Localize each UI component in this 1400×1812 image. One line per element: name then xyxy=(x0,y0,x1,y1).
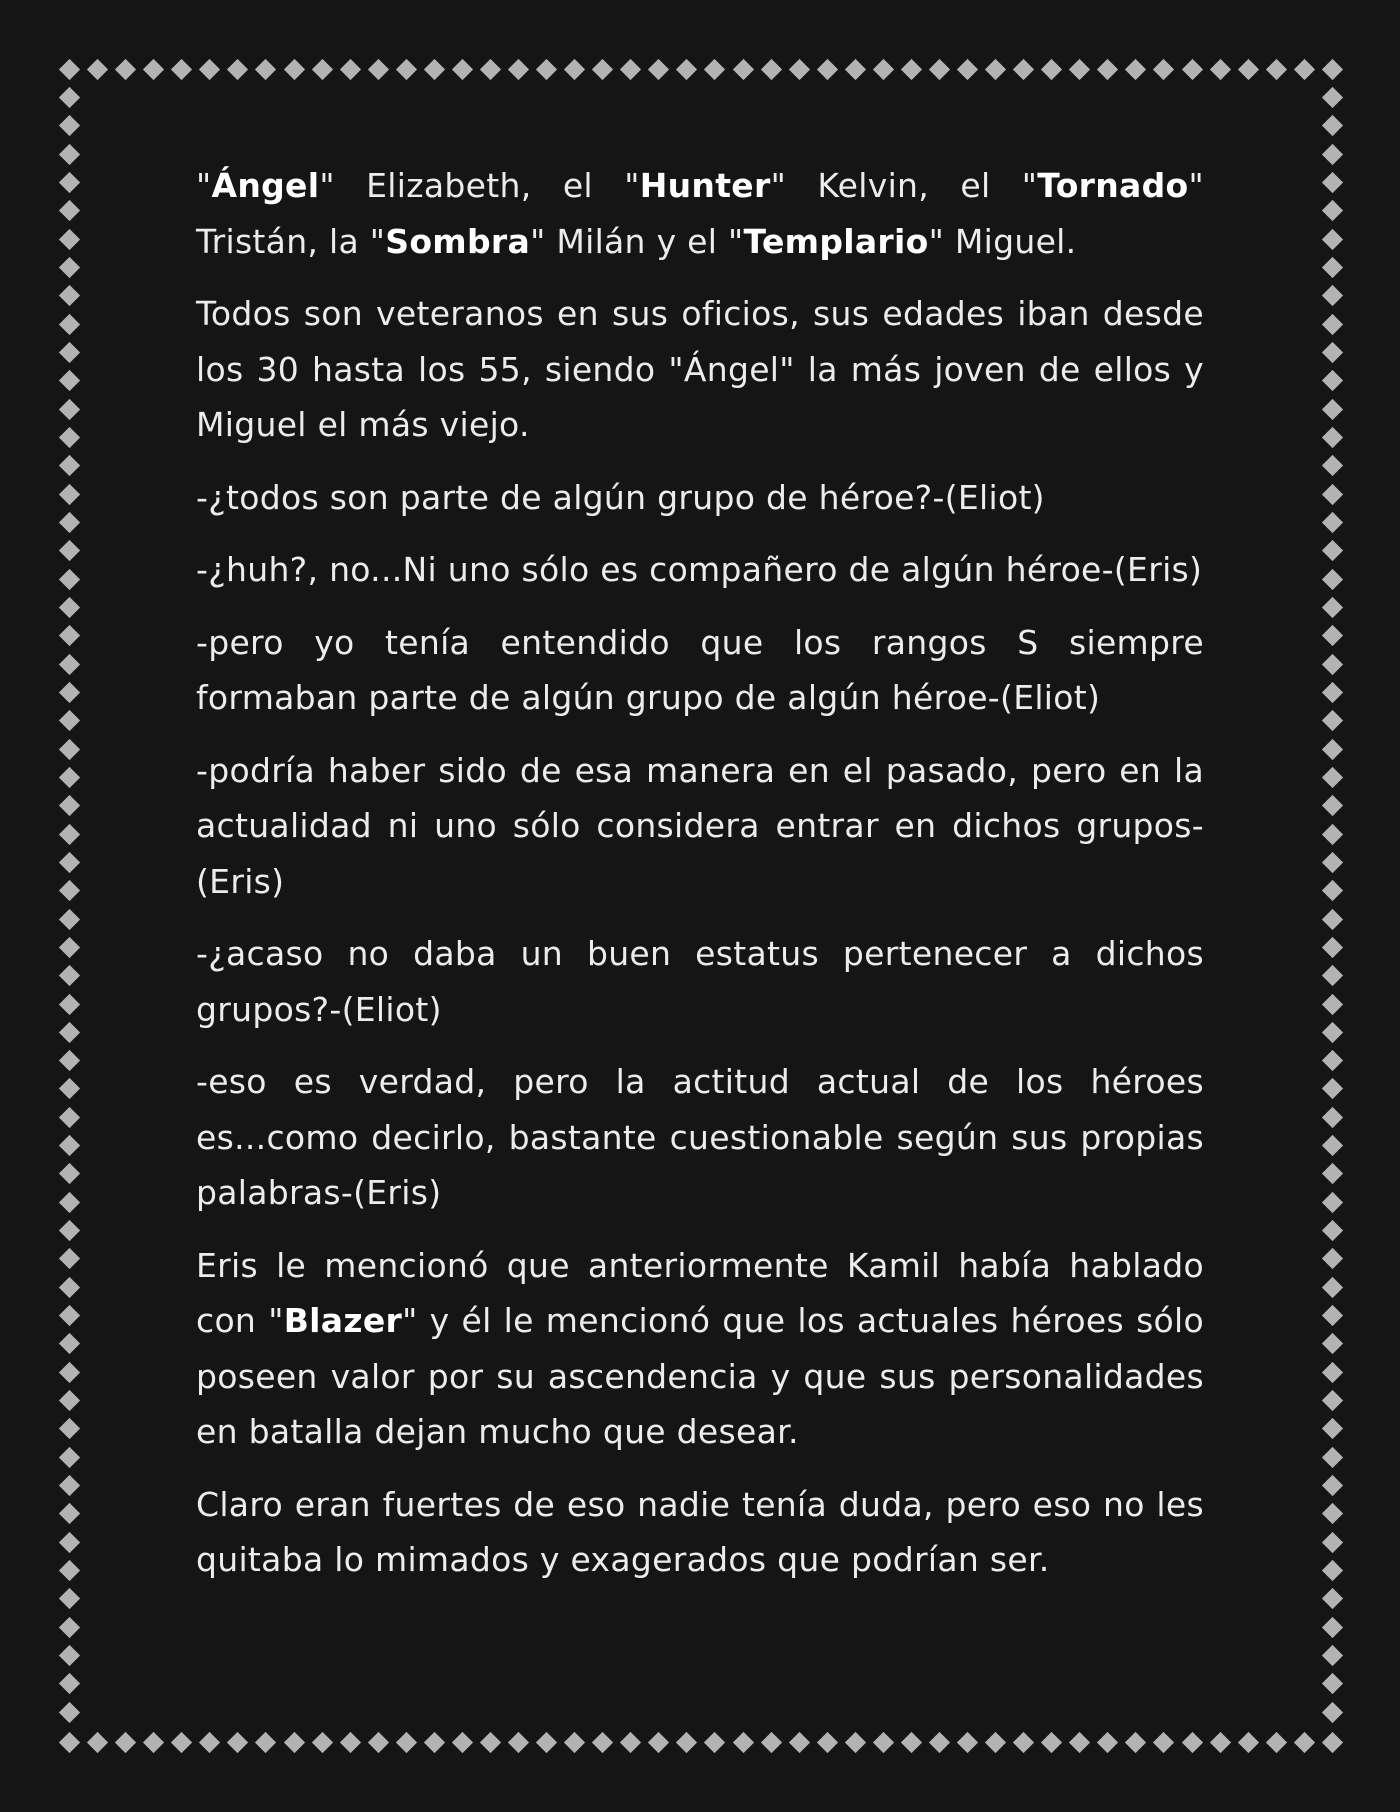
frame-diamond xyxy=(901,1732,922,1753)
frame-diamond xyxy=(508,1732,529,1753)
frame-diamond xyxy=(760,59,781,80)
frame-diamond xyxy=(1322,427,1343,448)
frame-diamond xyxy=(1322,880,1343,901)
frame-diamond xyxy=(508,59,529,80)
frame-diamond xyxy=(1322,1503,1343,1524)
frame-diamond xyxy=(1322,1362,1343,1383)
frame-diamond xyxy=(1322,1078,1343,1099)
frame-diamond xyxy=(59,229,80,250)
text-run: -¿acaso no daba un buen estatus pertenecer a dichos grupos?-(Eliot) xyxy=(196,934,1204,1029)
frame-diamond xyxy=(676,59,697,80)
frame-diamond xyxy=(59,1588,80,1609)
frame-diamond xyxy=(255,59,276,80)
frame-diamond xyxy=(732,59,753,80)
frame-diamond xyxy=(59,1333,80,1354)
frame-diamond xyxy=(1097,59,1118,80)
frame-diamond xyxy=(564,59,585,80)
frame-diamond xyxy=(1322,738,1343,759)
text-run: -¿huh?, no...Ni uno sólo es compañero de algún héroe-(Eris) xyxy=(196,550,1203,589)
frame-diamond xyxy=(1322,823,1343,844)
frame-diamond xyxy=(957,1732,978,1753)
frame-diamond xyxy=(368,1732,389,1753)
bold-name: Sombra xyxy=(385,221,531,261)
frame-left-border xyxy=(62,90,77,1720)
frame-diamond xyxy=(536,59,557,80)
text-run: Todos son veteranos en sus oficios, sus edades iban desde los 30 hasta los 55, siendo "Ángel" la más joven de ellos y Miguel el más viejo. xyxy=(196,294,1204,444)
paragraph-7 xyxy=(196,926,1204,1037)
frame-diamond xyxy=(1209,59,1230,80)
text-run: -¿todos son parte de algún grupo de héroe?-(Eliot) xyxy=(196,477,1045,517)
frame-diamond xyxy=(424,59,445,80)
frame-diamond xyxy=(1322,908,1343,929)
frame-diamond xyxy=(59,1560,80,1581)
frame-diamond xyxy=(1322,1475,1343,1496)
frame-diamond xyxy=(929,1732,950,1753)
frame-diamond xyxy=(845,59,866,80)
frame-diamond xyxy=(1322,937,1343,958)
frame-diamond xyxy=(59,1503,80,1524)
frame-diamond xyxy=(648,59,669,80)
frame-diamond xyxy=(873,59,894,80)
frame-diamond xyxy=(901,59,922,80)
frame-diamond xyxy=(171,1732,192,1753)
text-run: -eso es verdad, pero la actitud actual de los héroes es...como decirlo, bastante cuestionable según sus propias palabras-(Eris) xyxy=(196,1062,1204,1212)
frame-diamond xyxy=(59,795,80,816)
frame-diamond xyxy=(424,1732,445,1753)
frame-diamond xyxy=(1322,1560,1343,1581)
frame-diamond xyxy=(340,1732,361,1753)
frame-diamond xyxy=(59,1645,80,1666)
frame-diamond xyxy=(704,1732,725,1753)
frame-diamond xyxy=(592,1732,613,1753)
frame-diamond xyxy=(1238,1732,1259,1753)
text-run: -podría haber sido de esa manera en el pasado, pero en la actualidad ni uno sólo considera entrar en dichos grupos-(Eris) xyxy=(196,750,1204,901)
frame-diamond xyxy=(1322,1248,1343,1269)
frame-diamond xyxy=(227,1732,248,1753)
frame-diamond xyxy=(59,370,80,391)
frame-diamond xyxy=(87,59,108,80)
frame-diamond xyxy=(789,59,810,80)
document-body xyxy=(196,158,1204,1605)
frame-diamond xyxy=(1322,1163,1343,1184)
frame-diamond xyxy=(536,1732,557,1753)
frame-diamond xyxy=(1322,229,1343,250)
frame-diamond xyxy=(732,1732,753,1753)
frame-diamond xyxy=(1266,1732,1287,1753)
frame-diamond xyxy=(480,1732,501,1753)
frame-diamond xyxy=(1322,285,1343,306)
frame-diamond xyxy=(59,257,80,278)
frame-diamond xyxy=(760,1732,781,1753)
frame-diamond xyxy=(1322,767,1343,788)
frame-diamond xyxy=(59,483,80,504)
text-run: " Tristán, la " xyxy=(196,166,1204,261)
frame-diamond xyxy=(59,908,80,929)
text-run: " Miguel. xyxy=(928,221,1077,261)
frame-diamond xyxy=(1294,59,1315,80)
frame-diamond xyxy=(59,172,80,193)
frame-diamond xyxy=(1322,59,1343,80)
frame-diamond xyxy=(115,1732,136,1753)
text-run: Claro eran fuertes de eso nadie tenía duda, pero eso no les quitaba lo mimados y exagerados que podrían ser. xyxy=(196,1484,1204,1579)
frame-diamond xyxy=(199,1732,220,1753)
frame-diamond xyxy=(1322,342,1343,363)
frame-diamond xyxy=(59,285,80,306)
text-run: -pero yo tenía entendido que los rangos S siempre formaban parte de algún grupo de algún héroe-(Eliot) xyxy=(196,622,1204,717)
frame-diamond xyxy=(1322,1107,1343,1128)
frame-diamond xyxy=(171,59,192,80)
frame-diamond xyxy=(1322,1447,1343,1468)
frame-diamond xyxy=(1322,1588,1343,1609)
frame-diamond xyxy=(620,1732,641,1753)
frame-diamond xyxy=(1322,710,1343,731)
frame-diamond xyxy=(59,880,80,901)
frame-top-border xyxy=(62,62,1340,77)
frame-diamond xyxy=(1322,1333,1343,1354)
frame-diamond xyxy=(1322,653,1343,674)
frame-diamond xyxy=(59,937,80,958)
frame-diamond xyxy=(59,1418,80,1439)
frame-diamond xyxy=(396,59,417,80)
frame-diamond xyxy=(255,1732,276,1753)
frame-diamond xyxy=(59,1248,80,1269)
frame-diamond xyxy=(1322,200,1343,221)
frame-diamond xyxy=(87,1732,108,1753)
frame-diamond xyxy=(1125,1732,1146,1753)
frame-diamond xyxy=(1322,1135,1343,1156)
frame-diamond xyxy=(227,59,248,80)
paragraph-3 xyxy=(196,470,1204,526)
frame-diamond xyxy=(59,1532,80,1553)
frame-diamond xyxy=(1322,1732,1343,1753)
frame-diamond xyxy=(59,682,80,703)
frame-diamond xyxy=(1069,59,1090,80)
frame-diamond xyxy=(59,1050,80,1071)
frame-diamond xyxy=(59,1475,80,1496)
frame-diamond xyxy=(1322,795,1343,816)
paragraph-5 xyxy=(196,615,1204,726)
frame-diamond xyxy=(59,1220,80,1241)
frame-diamond xyxy=(452,59,473,80)
frame-diamond xyxy=(59,512,80,533)
frame-diamond xyxy=(1322,1390,1343,1411)
frame-diamond xyxy=(1125,59,1146,80)
frame-diamond xyxy=(340,59,361,80)
frame-diamond xyxy=(1322,852,1343,873)
frame-diamond xyxy=(817,59,838,80)
frame-diamond xyxy=(59,200,80,221)
frame-diamond xyxy=(1322,1050,1343,1071)
frame-diamond xyxy=(59,144,80,165)
frame-diamond xyxy=(564,1732,585,1753)
bold-name: Tornado xyxy=(1037,166,1189,205)
frame-diamond xyxy=(59,1390,80,1411)
frame-diamond xyxy=(59,87,80,108)
frame-diamond xyxy=(59,1163,80,1184)
frame-diamond xyxy=(1181,59,1202,80)
frame-diamond xyxy=(704,59,725,80)
frame-diamond xyxy=(1322,257,1343,278)
frame-diamond xyxy=(1013,1732,1034,1753)
frame-diamond xyxy=(59,59,80,80)
frame-diamond xyxy=(59,710,80,731)
frame-diamond xyxy=(452,1732,473,1753)
frame-diamond xyxy=(1322,87,1343,108)
frame-diamond xyxy=(620,59,641,80)
frame-diamond xyxy=(1322,115,1343,136)
frame-diamond xyxy=(1322,370,1343,391)
frame-diamond xyxy=(1041,59,1062,80)
frame-diamond xyxy=(1322,1617,1343,1638)
frame-diamond xyxy=(1041,1732,1062,1753)
frame-diamond xyxy=(59,965,80,986)
frame-diamond xyxy=(817,1732,838,1753)
frame-diamond xyxy=(59,653,80,674)
text-run: Eris le mencionó que anteriormente Kamil había hablado con " xyxy=(196,1245,1204,1340)
frame-diamond xyxy=(59,625,80,646)
frame-diamond xyxy=(59,342,80,363)
frame-diamond xyxy=(1322,625,1343,646)
frame-diamond xyxy=(985,1732,1006,1753)
paragraph-10 xyxy=(196,1477,1204,1588)
frame-diamond xyxy=(1181,1732,1202,1753)
bold-name: Templario xyxy=(743,221,929,261)
frame-diamond xyxy=(59,1447,80,1468)
frame-diamond xyxy=(283,1732,304,1753)
frame-diamond xyxy=(1322,1673,1343,1694)
paragraph-6 xyxy=(196,743,1204,910)
frame-diamond xyxy=(1322,1305,1343,1326)
frame-diamond xyxy=(1322,483,1343,504)
frame-diamond xyxy=(1097,1732,1118,1753)
text-run: " Milán y el " xyxy=(530,221,744,261)
frame-diamond xyxy=(1322,314,1343,335)
frame-diamond xyxy=(1322,568,1343,589)
frame-diamond xyxy=(59,1362,80,1383)
frame-diamond xyxy=(59,455,80,476)
frame-diamond xyxy=(1322,682,1343,703)
frame-diamond xyxy=(592,59,613,80)
frame-diamond xyxy=(1322,597,1343,618)
frame-diamond xyxy=(789,1732,810,1753)
frame-diamond xyxy=(648,1732,669,1753)
frame-diamond xyxy=(59,597,80,618)
frame-diamond xyxy=(311,59,332,80)
frame-diamond xyxy=(59,993,80,1014)
frame-diamond xyxy=(845,1732,866,1753)
frame-diamond xyxy=(1322,172,1343,193)
frame-diamond xyxy=(59,1107,80,1128)
frame-diamond xyxy=(59,1135,80,1156)
frame-diamond xyxy=(1322,1220,1343,1241)
frame-diamond xyxy=(1266,59,1287,80)
bold-name: Blazer xyxy=(283,1301,403,1340)
frame-diamond xyxy=(1322,1702,1343,1723)
frame-diamond xyxy=(1153,59,1174,80)
frame-diamond xyxy=(1322,455,1343,476)
frame-diamond xyxy=(59,568,80,589)
bold-name: Hunter xyxy=(639,166,771,205)
frame-diamond xyxy=(1322,1645,1343,1666)
frame-diamond xyxy=(59,314,80,335)
frame-diamond xyxy=(957,59,978,80)
text-run: " xyxy=(196,166,212,205)
frame-diamond xyxy=(1322,1192,1343,1213)
frame-diamond xyxy=(59,427,80,448)
frame-diamond xyxy=(1322,512,1343,533)
frame-diamond xyxy=(1322,399,1343,420)
frame-diamond xyxy=(143,59,164,80)
frame-diamond xyxy=(676,1732,697,1753)
frame-diamond xyxy=(1209,1732,1230,1753)
frame-diamond xyxy=(199,59,220,80)
frame-diamond xyxy=(873,1732,894,1753)
frame-diamond xyxy=(59,399,80,420)
frame-diamond xyxy=(59,1673,80,1694)
frame-diamond xyxy=(1322,1022,1343,1043)
frame-diamond xyxy=(396,1732,417,1753)
paragraph-4 xyxy=(196,542,1204,598)
frame-diamond xyxy=(59,115,80,136)
paragraph-1 xyxy=(196,158,1204,269)
paragraph-9 xyxy=(196,1238,1204,1460)
frame-diamond xyxy=(59,1305,80,1326)
frame-diamond xyxy=(368,59,389,80)
frame-diamond xyxy=(59,1078,80,1099)
frame-diamond xyxy=(985,59,1006,80)
bold-name: Ángel xyxy=(211,166,320,205)
paragraph-2 xyxy=(196,286,1204,453)
frame-diamond xyxy=(143,1732,164,1753)
frame-diamond xyxy=(1238,59,1259,80)
paragraph-8 xyxy=(196,1054,1204,1221)
frame-diamond xyxy=(59,540,80,561)
frame-diamond xyxy=(1013,59,1034,80)
frame-diamond xyxy=(59,1702,80,1723)
frame-diamond xyxy=(59,1277,80,1298)
frame-diamond xyxy=(59,1022,80,1043)
frame-bottom-border xyxy=(62,1735,1340,1750)
frame-diamond xyxy=(115,59,136,80)
text-run: " y él le mencionó que los actuales héroes sólo poseen valor por su ascendencia y que sus personalidades en batalla dejan mucho que desear. xyxy=(196,1301,1205,1451)
frame-diamond xyxy=(1322,1532,1343,1553)
frame-diamond xyxy=(59,823,80,844)
frame-right-border xyxy=(1325,90,1340,1720)
frame-diamond xyxy=(1322,993,1343,1014)
frame-diamond xyxy=(311,1732,332,1753)
frame-diamond xyxy=(59,852,80,873)
frame-diamond xyxy=(59,1617,80,1638)
text-run: " Kelvin, el " xyxy=(770,166,1038,205)
frame-diamond xyxy=(1322,144,1343,165)
frame-diamond xyxy=(1153,1732,1174,1753)
frame-diamond xyxy=(1294,1732,1315,1753)
frame-diamond xyxy=(59,1732,80,1753)
frame-diamond xyxy=(59,767,80,788)
frame-diamond xyxy=(1069,1732,1090,1753)
text-run: " Elizabeth, el " xyxy=(319,166,640,205)
frame-diamond xyxy=(59,738,80,759)
frame-diamond xyxy=(929,59,950,80)
frame-diamond xyxy=(480,59,501,80)
frame-diamond xyxy=(283,59,304,80)
frame-diamond xyxy=(59,1192,80,1213)
frame-diamond xyxy=(1322,540,1343,561)
frame-diamond xyxy=(1322,1277,1343,1298)
frame-diamond xyxy=(1322,1418,1343,1439)
frame-diamond xyxy=(1322,965,1343,986)
